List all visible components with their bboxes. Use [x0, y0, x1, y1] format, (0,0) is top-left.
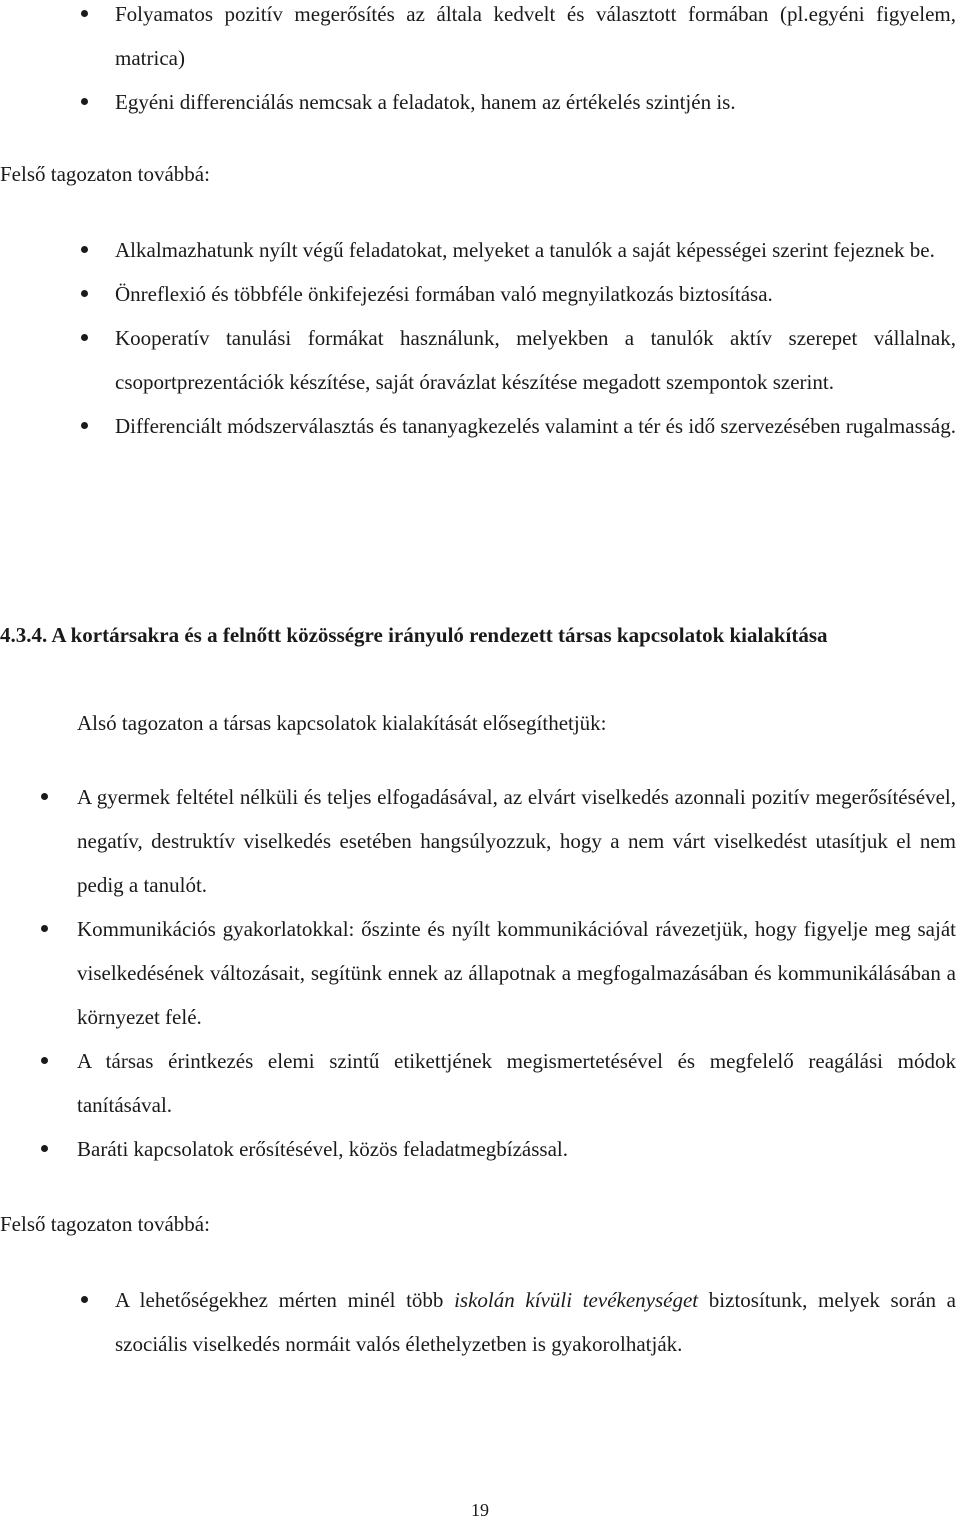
bullet-list	[0, 0, 960, 124]
list-item: Alkalmazhatunk nyílt végű feladatokat, melyeket a tanulók a saját képességei szerint fejeznek be.	[0, 228, 960, 272]
lower-school-label: Alsó tagozaton a társas kapcsolatok kialakítását elősegíthetjük:	[77, 711, 607, 735]
section-heading: 4.3.4. A kortársakra és a felnőtt közösségre irányuló rendezett társas kapcsolatok kialakítása	[0, 623, 828, 647]
bullet-list	[0, 775, 960, 1171]
list-item: A gyermek feltétel nélküli és teljes elfogadásával, az elvárt viselkedés azonnali pozitív megerősítésével, negatív, destruktív viselkedés esetében hangsúlyozzuk, hogy a nem várt viselkedést utasítjuk el nem pedig a tanulót.	[0, 775, 960, 907]
list-item: A társas érintkezés elemi szintű etikettjének megismertetésével és megfelelő reagálási módok tanításával.	[0, 1039, 960, 1127]
upper-school-bullet-list	[0, 228, 960, 448]
list-item: Kooperatív tanulási formákat használunk, melyekben a tanulók aktív szerepet vállalnak, csoportprezentációk készítése, saját óravázlat készítése megadott szempontok szerint.	[0, 316, 960, 404]
upper-school-label-2: Felső tagozaton továbbá:	[0, 1212, 210, 1236]
italic-text: iskolán kívüli tevékenységet	[454, 1288, 699, 1312]
bullet-list	[0, 228, 960, 448]
list-item: Egyéni differenciálás nemcsak a feladatok, hanem az értékelés szintjén is.	[0, 80, 960, 124]
list-item: Önreflexió és többféle önkifejezési formában való megnyilatkozás biztosítása.	[0, 272, 960, 316]
list-item: Folyamatos pozitív megerősítés az általa kedvelt és választott formában (pl.egyéni figyelem, matrica)	[0, 0, 960, 80]
list-item: Differenciált módszerválasztás és tananyagkezelés valamint a tér és idő szervezésében rugalmasság.	[0, 404, 960, 448]
text-part: A lehetőségekhez mérten minél több	[115, 1288, 455, 1312]
upper-school-bullet-list-2	[0, 1278, 960, 1366]
lower-school-bullet-list	[0, 775, 960, 1171]
list-item: Baráti kapcsolatok erősítésével, közös feladatmegbízással.	[0, 1127, 960, 1171]
page-number: 19	[471, 1500, 489, 1520]
list-item	[0, 1278, 960, 1366]
bullet-list	[0, 1278, 960, 1366]
upper-school-label: Felső tagozaton továbbá:	[0, 162, 210, 186]
top-bullet-list	[0, 0, 960, 124]
list-item: Kommunikációs gyakorlatokkal: őszinte és nyílt kommunikációval rávezetjük, hogy figyelje meg saját viselkedésének változásait, segítünk ennek az állapotnak a megfogalmazásában és kommunikálásában a környezet felé.	[0, 907, 960, 1039]
text-part: biztosítunk, melyek során a szociális viselkedés normáit valós élethelyzetben is gyakorolhatják.	[115, 1288, 957, 1356]
